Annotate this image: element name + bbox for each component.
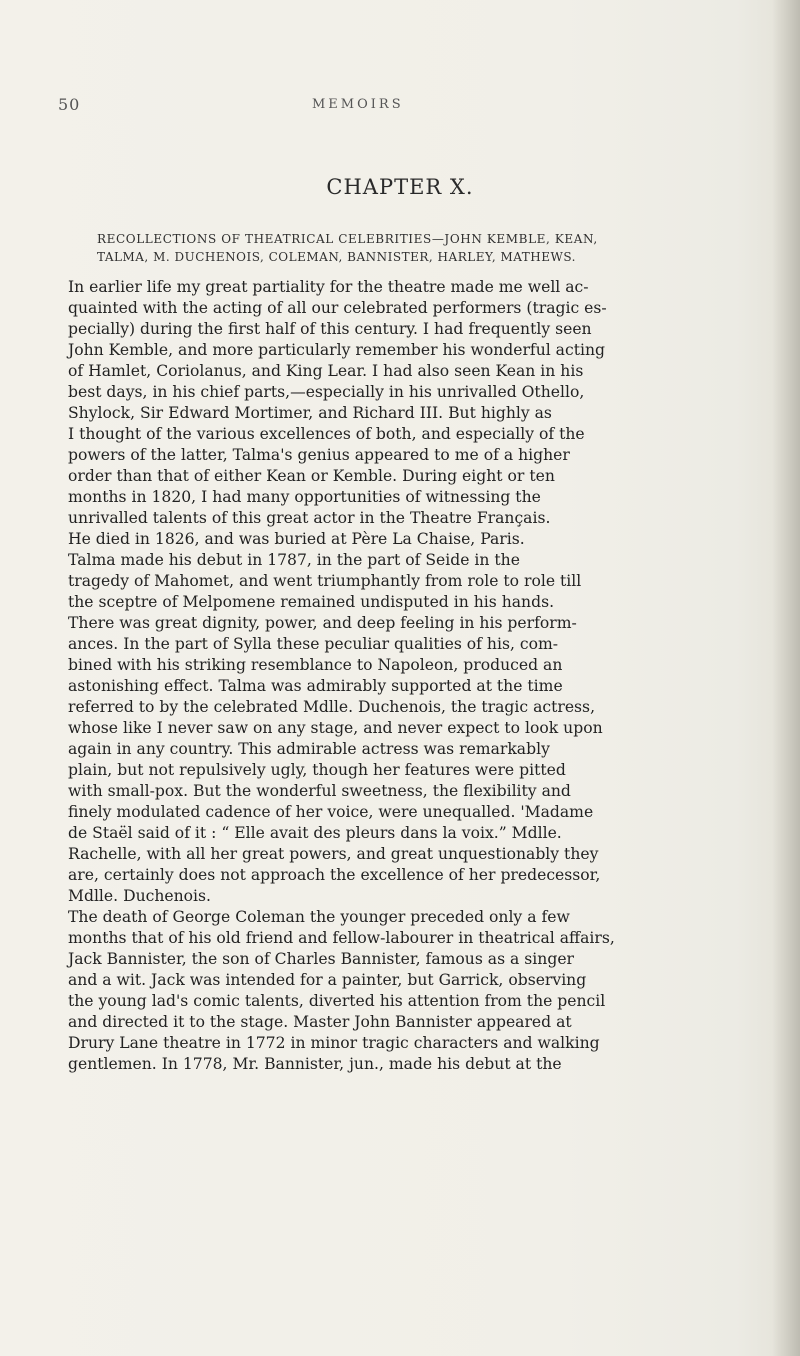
text-line: plain, but not repulsively ugly, though her features were pitted [68,761,566,779]
summary-line: RECOLLECTIONS OF THEATRICAL CELEBRITIES—JOHN KEMBLE, KEAN, [97,232,598,246]
text-line: and a wit. Jack was intended for a painter, but Garrick, observing [68,971,587,989]
text-line: tragedy of Mahomet, and went triumphantly from role to role till [68,572,582,590]
text-line: de Staël said of it : “ Elle avait des pleurs dans la voix.” Mdlle. [68,824,562,842]
chapter-title: CHAPTER X. [326,175,474,199]
text-line: gentlemen. In 1778, Mr. Bannister, jun., made his debut at the [68,1055,562,1073]
page-number: 50 [58,95,81,114]
text-line: unrivalled talents of this great actor in the Theatre Français. [68,509,551,527]
text-line: In earlier life my great partiality for the theatre made me well ac- [68,278,589,296]
body-text [68,277,723,1075]
text-line: finely modulated cadence of her voice, were unequalled. 'Madame [68,803,594,821]
text-line: powers of the latter, Talma's genius appeared to me of a higher [68,446,570,464]
text-line: months in 1820, I had many opportunities of witnessing the [68,488,541,506]
text-line: again in any country. This admirable actress was remarkably [68,740,550,758]
chapter-summary [97,230,712,266]
text-line: whose like I never saw on any stage, and never expect to look upon [68,719,603,737]
text-line: ances. In the part of Sylla these peculiar qualities of his, com- [68,635,559,653]
text-line: bined with his striking resemblance to Napoleon, produced an [68,656,563,674]
summary-line: TALMA, M. DUCHENOIS, COLEMAN, BANNISTER, HARLEY, MATHEWS. [97,250,576,264]
text-line: astonishing effect. Talma was admirably supported at the time [68,677,563,695]
text-line: He died in 1826, and was buried at Père La Chaise, Paris. [68,530,525,548]
text-line: best days, in his chief parts,—especially in his unrivalled Othello, [68,383,585,401]
text-line: referred to by the celebrated Mdlle. Duchenois, the tragic actress, [68,698,596,716]
text-line: of Hamlet, Coriolanus, and King Lear. I had also seen Kean in his [68,362,584,380]
text-line: order than that of either Kean or Kemble. During eight or ten [68,467,555,485]
text-line: and directed it to the stage. Master John Bannister appeared at [68,1013,572,1031]
text-line: The death of George Coleman the younger preceded only a few [68,908,570,926]
text-line: months that of his old friend and fellow-labourer in theatrical affairs, [68,929,615,947]
text-line: There was great dignity, power, and deep feeling in his perform- [68,614,577,632]
text-line: Shylock, Sir Edward Mortimer, and Richard III. But highly as [68,404,552,422]
text-line: Jack Bannister, the son of Charles Bannister, famous as a singer [68,950,575,968]
text-line: John Kemble, and more particularly remember his wonderful acting [68,341,605,359]
text-line: the sceptre of Melpomene remained undisputed in his hands. [68,593,555,611]
text-line: with small-pox. But the wonderful sweetness, the flexibility and [68,782,571,800]
text-line: quainted with the acting of all our celebrated performers (tragic es- [68,299,607,317]
running-head: MEMOIRS [312,97,404,112]
text-line: Drury Lane theatre in 1772 in minor tragic characters and walking [68,1034,600,1052]
text-line: the young lad's comic talents, diverted his attention from the pencil [68,992,606,1010]
text-line: Talma made his debut in 1787, in the part of Seide in the [68,551,520,569]
text-line: pecially) during the first half of this century. I had frequently seen [68,320,592,338]
text-line: Rachelle, with all her great powers, and great unquestionably they [68,845,599,863]
page-edge-shadow [772,0,800,1356]
text-line: are, certainly does not approach the excellence of her predecessor, [68,866,601,884]
text-line: I thought of the various excellences of both, and especially of the [68,425,585,443]
page-header [58,95,698,119]
text-line: Mdlle. Duchenois. [68,887,211,905]
